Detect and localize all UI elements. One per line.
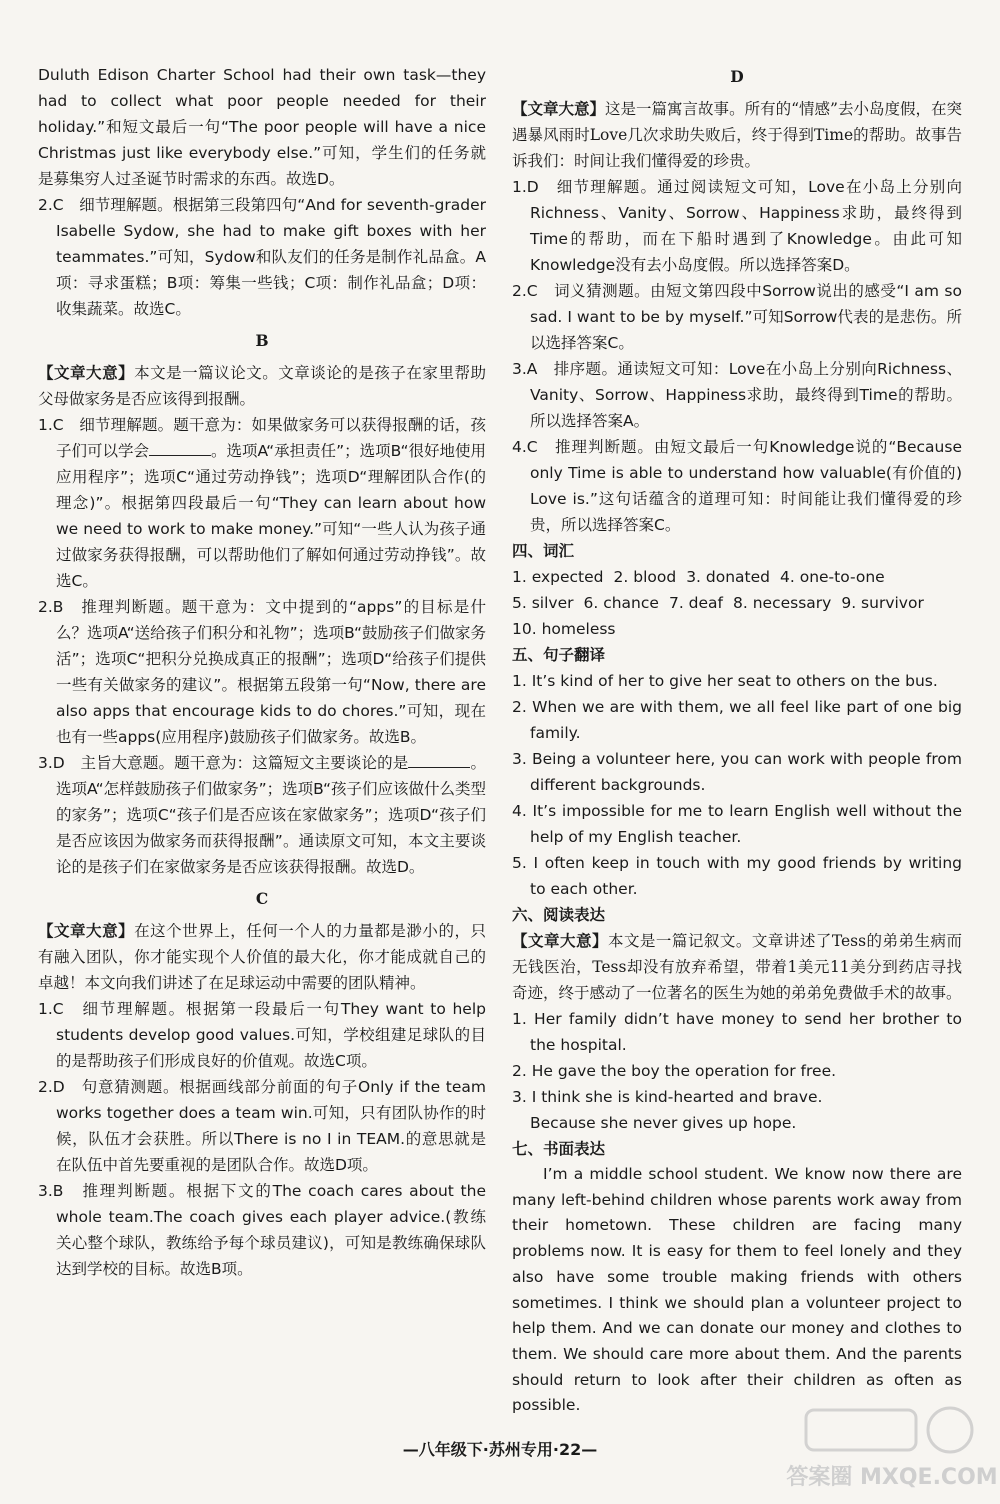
answer-c2: 2.D 句意猜测题。根据画线部分前面的句子Only if the team works together does a team win.可知，只有团队协作的时候，队伍才会获胜。所以There is no I in TEAM.的意思就是在队伍中首先要重视的是团队合作。故选D项。 (38, 1078, 486, 1174)
translation-heading: 五、句子翻译 (512, 646, 606, 664)
reading-heading: 六、阅读表达 (512, 906, 606, 924)
section-d-intro (512, 96, 962, 174)
intro-text: 在这个世界上，任何一个人的力量都是渺小的，只有融入团队，你才能实现个人价值的最大化，你才能成就自己的卓越！本文向我们讲述了在足球运动中需要的团队精神。 (38, 922, 486, 992)
vocab-item: 1. expected (512, 568, 604, 586)
translation-1: 1. It’s kind of her to give her seat to others on the bus. (512, 672, 938, 690)
answer-a2: 2.C 细节理解题。根据第三段第四句“And for seventh-grader Isabelle Sydow, she had to make gift boxes with her teammates.”可知，Sydow和队友们的任务是制作礼品盒。A项：寻求蛋糕；B项：筹集一些钱；C项：制作礼品盒；D项：收集蔬菜。故选C。 (38, 196, 486, 318)
answer-d1: 1.D 细节理解题。通过阅读短文可知，Love在小岛上分别向Richness、Vanity、Sorrow、Happiness求助，最终得到Time的帮助，而在下船时遇到了Knowledge。由此可知Knowledge没有去小岛度假。所以选择答案D。 (512, 178, 962, 274)
vocab-heading: 四、词汇 (512, 542, 575, 560)
reading-answer-1: 1. Her family didn’t have money to send her brother to the hospital. (512, 1010, 962, 1054)
intro-text: 这是一篇寓言故事。所有的“情感”去小岛度假，在突遇暴风雨时Love几次求助失败后，终于得到Time的帮助。故事告诉我们：时间让我们懂得爱的珍贵。 (512, 100, 962, 170)
vocab-line-1 (512, 564, 962, 590)
intro-tag: 【文章大意】 (38, 921, 135, 940)
answer-d2: 2.C 词义猜测题。由短文第四段中Sorrow说出的感受“I am so sad. I want to be by myself.”可知Sorrow代表的是悲伤。所以选择答案C。 (512, 282, 962, 352)
section-c-intro (38, 918, 486, 996)
answer-c1: 1.C 细节理解题。根据第一段最后一句They want to help students develop good values.可知，学校组建足球队的目的是帮助孩子们形成良好的价值观。故选C项。 (38, 1000, 486, 1070)
vocab-line-2 (512, 590, 962, 616)
writing-essay: I’m a middle school student. We know now there are many left-behind children whose parents work away from their hometown. These children are facing many problems now. It is easy for them to feel lonely and they also have some trouble making friends with others sometimes. I think we should plan a volunteer project to help them. And we can donate our money and clothes to them. We should care more about them. And the parents should return to look after their children as often as possible. (512, 1165, 962, 1415)
intro-text: 本文是一篇记叙文。文章讲述了Tess的弟弟生病而无钱医治，Tess却没有放弃希望，带着1美元11美分到药店寻找奇迹，终于感动了一位著名的医生为她的弟弟免费做手术的故事。 (512, 932, 962, 1002)
fill-blank (408, 753, 470, 768)
page-footer: —八年级下·苏州专用·22— (402, 1440, 598, 1459)
watermark-logo (786, 1400, 998, 1495)
vocab-item: 5. silver (512, 594, 574, 612)
vocab-item: 7. deaf (668, 594, 723, 612)
answer-c3: 3.B 推理判断题。根据下文的The coach cares about the whole team.The coach gives each player advice.(教练关心整个球队，教练给予每个球员建议)，可知是教练确保球队达到学校的目标。故选B项。 (38, 1182, 486, 1278)
reading-intro (512, 928, 962, 1006)
answer-a1-continued: Duluth Edison Charter School had their own task—they had to collect what poor people needed for their holiday.”和短文最后一句“The poor people will have a nice Christmas just like everybody else.”可知，学生们的任务就是募集穷人过圣诞节时需求的东西。故选D。 (38, 66, 486, 188)
watermark-text: 答案圈 MXQE.COM (786, 1465, 998, 1490)
fill-blank (149, 441, 211, 456)
answer-text: 。选项A“怎样鼓励孩子们做家务”；选项B“孩子们应该做什么类型的家务”；选项C“孩子们是否应该在家做家务”；选项D“孩子们是否应该因为做家务而获得报酬”。通读原文可知，本文主要谈论的是孩子们在家做家务是否应该获得报酬。故选D。 (56, 754, 486, 876)
translation-4: 4. It’s impossible for me to learn English well without the help of my English teacher. (512, 802, 962, 846)
intro-tag: 【文章大意】 (512, 931, 608, 950)
reading-answer-3: 3. I think she is kind-hearted and brave. (512, 1088, 823, 1106)
writing-heading: 七、书面表达 (512, 1140, 606, 1158)
vocab-item: 6. chance (583, 594, 659, 612)
vocab-line-3 (512, 616, 962, 642)
answer-b3 (38, 750, 486, 880)
answer-b1 (38, 412, 486, 594)
answer-text: 3.D 主旨大意题。题干意为：这篇短文主要谈论的是 (38, 754, 409, 772)
vocab-item: 4. one-to-one (780, 568, 885, 586)
vocab-item: 2. blood (613, 568, 677, 586)
left-column (38, 62, 486, 1282)
translation-2: 2. When we are with them, we all feel like part of one big family. (512, 698, 962, 742)
answer-text: 。选项A“承担责任”；选项B“很好地使用应用程序”；选项C“通过劳动挣钱”；选项D“理解团队合作(的理念)”。根据第四段最后一句“They can learn about how we need to work to make money.”可知“一些人认为孩子通过做家务获得报酬，可以帮助他们了解如何通过劳动挣钱”。故选C。 (56, 442, 486, 590)
answer-text: 1.C 细节理解题。题干意为：如果做家务可以获得报酬的话，孩子们可以学会 (38, 416, 486, 460)
intro-tag: 【文章大意】 (38, 363, 135, 382)
vocab-item: 9. survivor (841, 594, 924, 612)
section-b-heading: B (255, 331, 269, 350)
translation-3: 3. Being a volunteer here, you can work with people from different backgrounds. (512, 750, 962, 794)
answer-b2: 2.B 推理判断题。题干意为：文中提到的“apps”的目标是什么？选项A“送给孩子们积分和礼物”；选项B“鼓励孩子们做家务活”；选项C“把积分兑换成真正的报酬”；选项D“给孩子们提供一些有关做家务的建议”。根据第五段第一句“Now, there are also apps that encourage kids to do chores.”可知，现在也有一些apps(应用程序)鼓励孩子们做家务。故选B。 (38, 598, 486, 746)
reading-answer-3-reason: Because she never gives up hope. (530, 1114, 797, 1132)
reading-answer-2: 2. He gave the boy the operation for free. (512, 1062, 837, 1080)
translation-5: 5. I often keep in touch with my good friends by writing to each other. (512, 854, 962, 898)
answer-d3: 3.A 排序题。通读短文可知：Love在小岛上分别向Richness、Vanity、Sorrow、Happiness求助，最终得到Time的帮助。所以选择答案A。 (512, 360, 962, 430)
section-c-heading: C (255, 889, 269, 908)
answer-d4: 4.C 推理判断题。由短文最后一句Knowledge说的“Because only Time is able to understand how valuable(有价值的) Love is.”这句话蕴含的道理可知：时间能让我们懂得爱的珍贵，所以选择答案C。 (512, 438, 962, 534)
vocab-item: 3. donated (686, 568, 770, 586)
right-column (512, 62, 962, 1419)
section-b-intro (38, 360, 486, 412)
vocab-item: 8. necessary (733, 594, 832, 612)
intro-text: 本文是一篇议论文。文章谈论的是孩子在家里帮助父母做家务是否应该得到报酬。 (38, 364, 486, 408)
vocab-item: 10. homeless (512, 620, 616, 638)
section-d-heading: D (730, 67, 744, 86)
intro-tag: 【文章大意】 (512, 99, 606, 118)
